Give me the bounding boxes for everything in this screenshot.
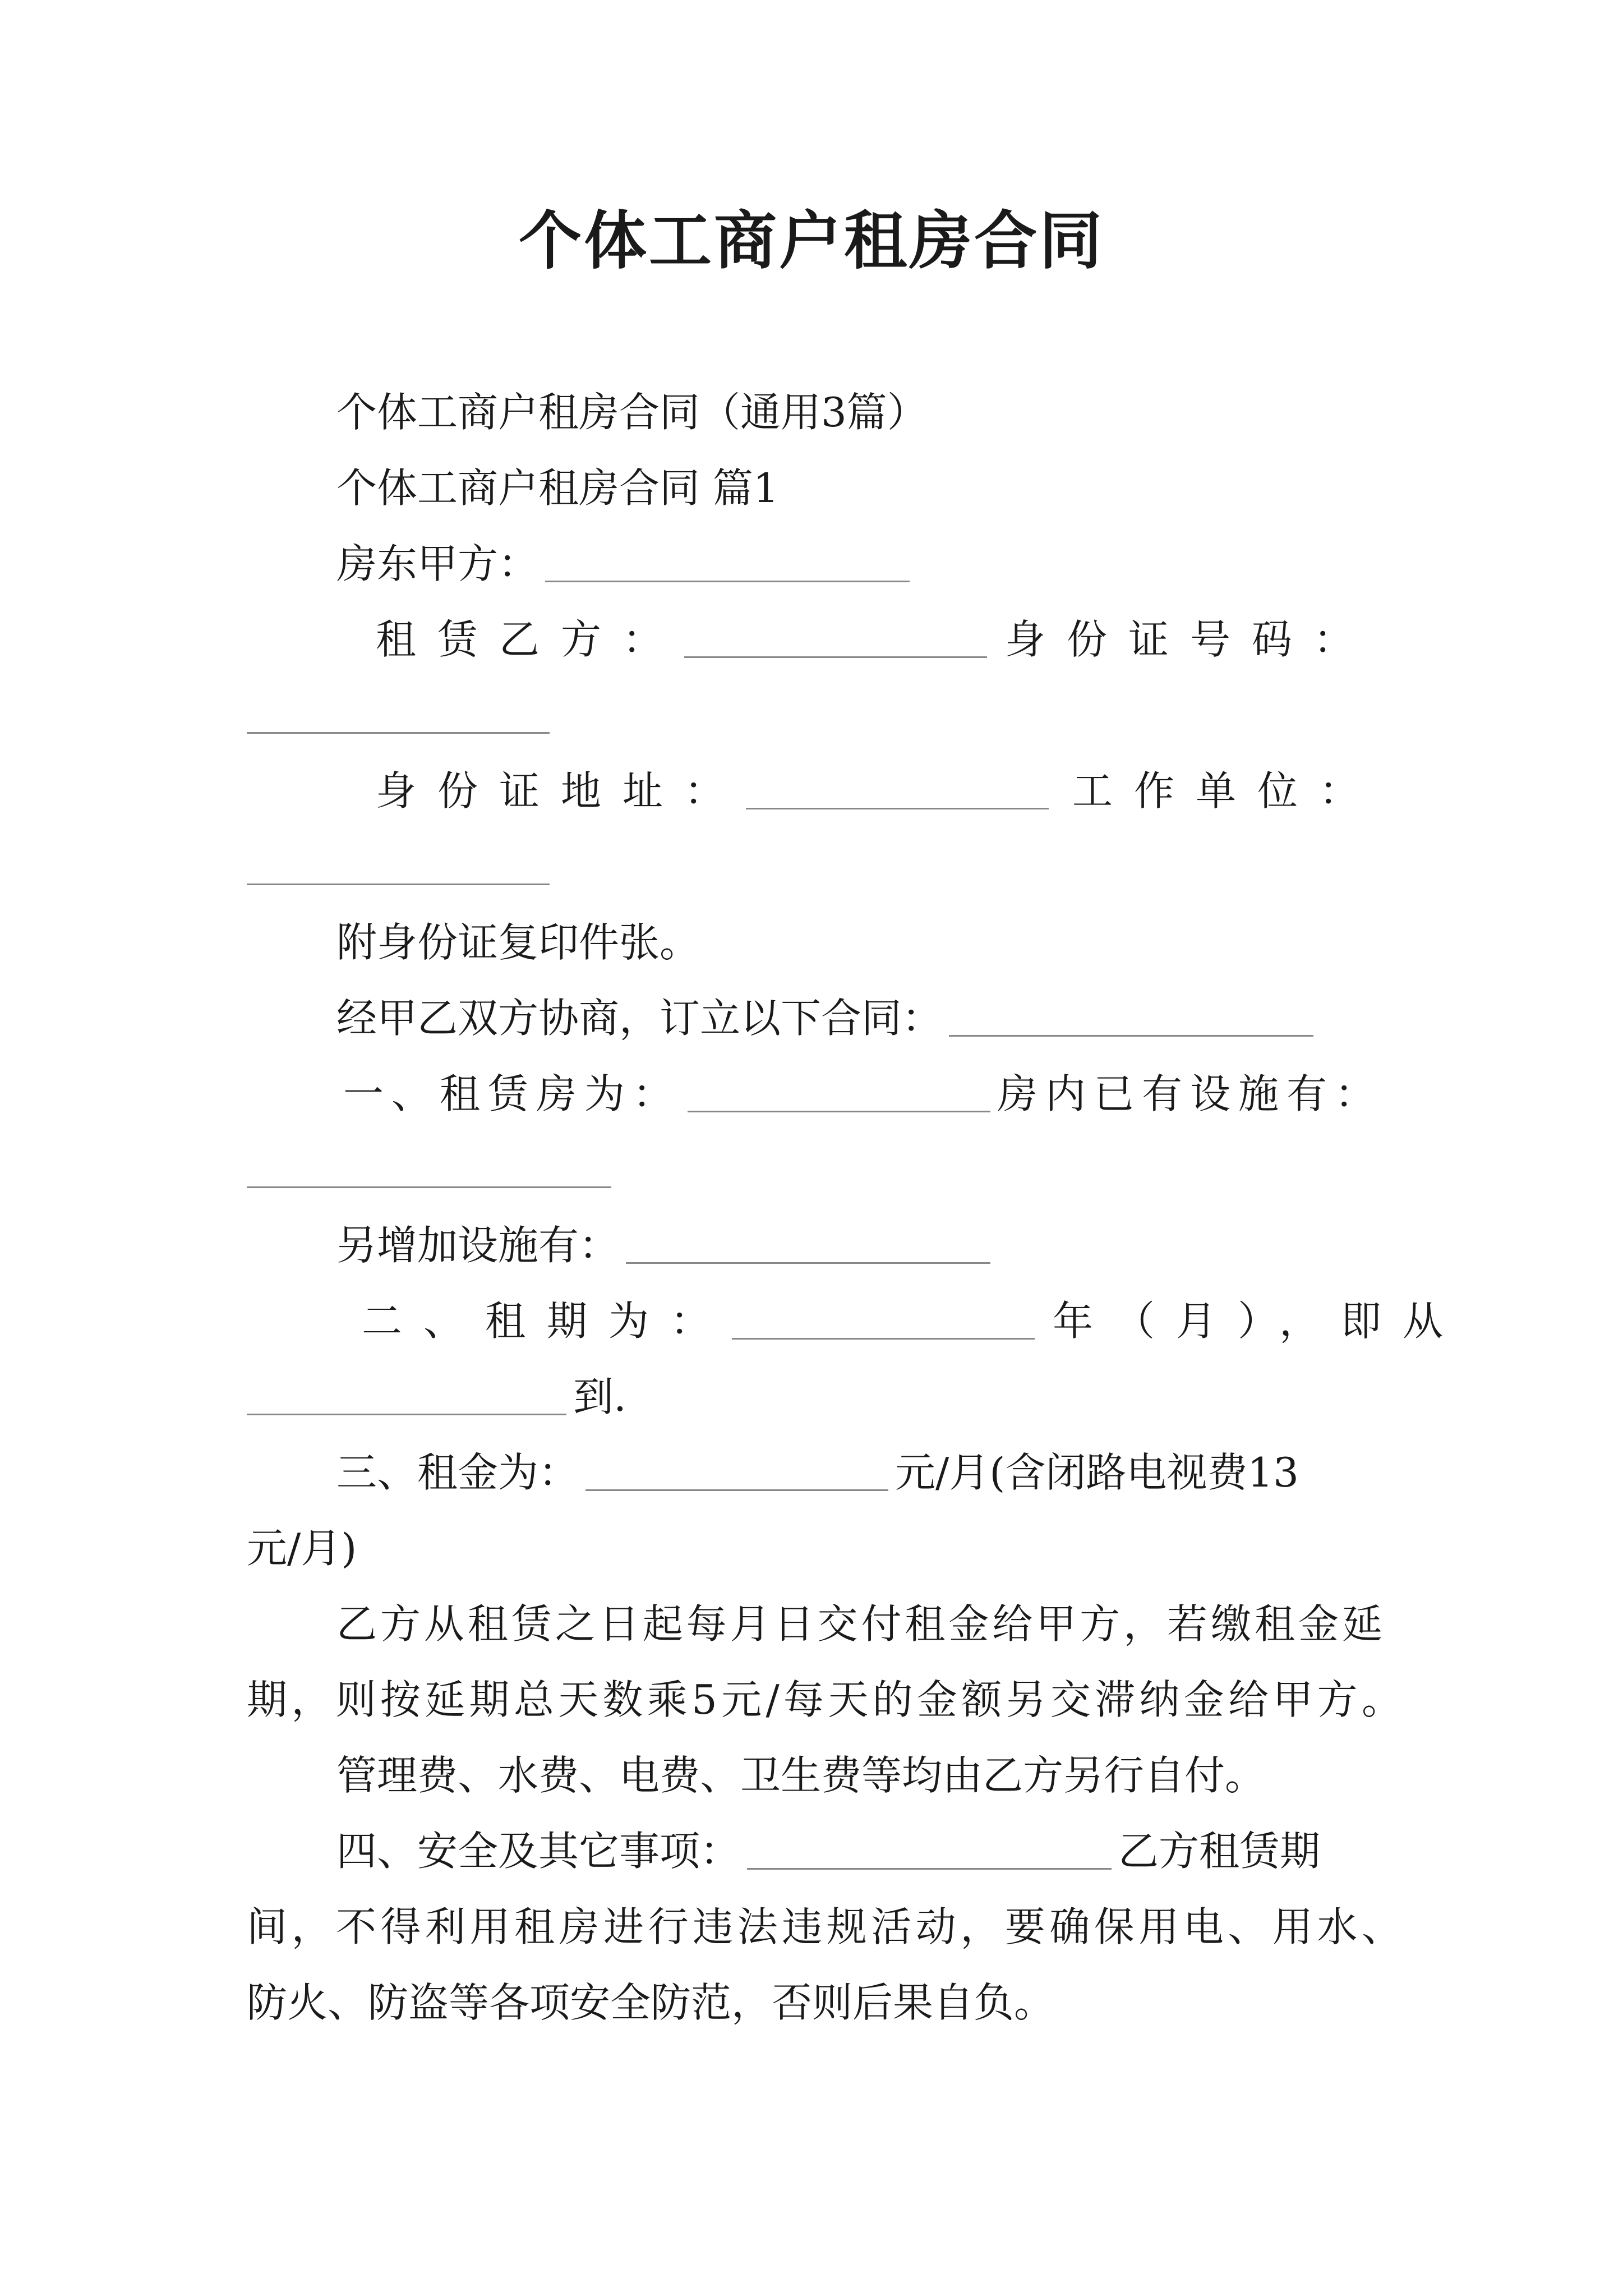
work-unit-blank[interactable] bbox=[247, 884, 550, 885]
rent-unit-line bbox=[247, 1517, 357, 1579]
rent-unit-text: 元/月(含闭路电视费13 bbox=[895, 1449, 1299, 1496]
existing-facilities-line bbox=[247, 1139, 618, 1200]
id-copy-text: 附身份证复印件张。 bbox=[336, 919, 700, 966]
clause-2-line bbox=[362, 1290, 1464, 1352]
subtitle-text: 个体工商户租房合同（通用3篇） bbox=[336, 389, 928, 436]
clause-3-label: 三、租金为： bbox=[336, 1449, 579, 1496]
agreement-text: 经甲乙双方协商，订立以下合同： bbox=[336, 995, 943, 1042]
fees-line bbox=[336, 1745, 1265, 1806]
id-number-label: 身份证号码： bbox=[1005, 616, 1376, 663]
rent-amount-blank[interactable] bbox=[585, 1489, 888, 1491]
clause-4-line bbox=[336, 1820, 1320, 1882]
id-address-blank[interactable] bbox=[746, 808, 1049, 809]
paragraph-line: 间，不得利用租房进行违法违规活动，要确保用电、用水、 bbox=[247, 1903, 1402, 1950]
subtitle-line bbox=[336, 381, 928, 443]
lease-term-blank[interactable] bbox=[732, 1338, 1035, 1340]
rental-property-blank[interactable] bbox=[688, 1111, 990, 1112]
lease-end-line bbox=[247, 1366, 626, 1428]
added-facilities-blank[interactable] bbox=[626, 1262, 990, 1264]
existing-facilities-blank[interactable] bbox=[247, 1186, 611, 1188]
lease-end-blank[interactable] bbox=[247, 1414, 566, 1415]
clause-1-label: 一、租赁房为： bbox=[343, 1070, 681, 1117]
lease-end-text: 到. bbox=[573, 1373, 626, 1420]
landlord-blank[interactable] bbox=[545, 581, 910, 582]
section-heading-text: 个体工商户租房合同 篇1 bbox=[336, 464, 779, 512]
tenant-line bbox=[376, 609, 1375, 670]
id-number-line bbox=[247, 684, 556, 746]
clause-2-label: 二、租期为： bbox=[362, 1297, 732, 1345]
tenant-label: 租赁乙方： bbox=[376, 616, 685, 663]
existing-facilities-label: 房内已有设施有： bbox=[997, 1070, 1384, 1117]
tenant-blank[interactable] bbox=[684, 656, 987, 658]
work-unit-line bbox=[247, 836, 556, 898]
clause-1-line bbox=[343, 1063, 1383, 1125]
agreement-blank[interactable] bbox=[949, 1035, 1313, 1037]
landlord-line bbox=[336, 533, 916, 595]
paragraph-last-text: 防火、防盗等各项安全防范，否则后果自负。 bbox=[247, 1979, 1055, 2026]
id-address-label: 身份证地址： bbox=[376, 767, 746, 815]
fees-text: 管理费、水费、电费、卫生费等均由乙方另行自付。 bbox=[336, 1752, 1266, 1799]
rent-unit-text-2: 元/月) bbox=[247, 1525, 357, 1572]
safety-blank[interactable] bbox=[747, 1868, 1112, 1870]
clause-4-label: 四、安全及其它事项： bbox=[336, 1828, 741, 1875]
agreement-line bbox=[336, 987, 1320, 1049]
clause-3-line bbox=[336, 1442, 1299, 1503]
section-heading bbox=[336, 457, 779, 519]
added-facilities-line bbox=[336, 1214, 997, 1276]
added-facilities-label: 另增加设施有： bbox=[336, 1222, 620, 1269]
lease-term-unit: 年（月），即从 bbox=[1053, 1297, 1465, 1345]
id-number-blank[interactable] bbox=[247, 732, 550, 734]
work-unit-label: 工作单位： bbox=[1072, 767, 1381, 815]
id-copy-line bbox=[336, 912, 700, 973]
paragraph-line: 期，则按延期总天数乘5元/每天的金额另交滞纳金给甲方。 bbox=[247, 1676, 1402, 1723]
landlord-label: 房东甲方： bbox=[336, 540, 539, 587]
id-address-line bbox=[376, 760, 1381, 822]
document-title: 个体工商户租房合同 bbox=[519, 204, 1104, 278]
paragraph-line: 乙方从租赁之日起每月日交付租金给甲方，若缴租金延 bbox=[336, 1600, 1382, 1648]
paragraph-last-line bbox=[247, 1972, 1054, 2033]
clause-4-continued: 乙方租赁期 bbox=[1118, 1828, 1321, 1875]
